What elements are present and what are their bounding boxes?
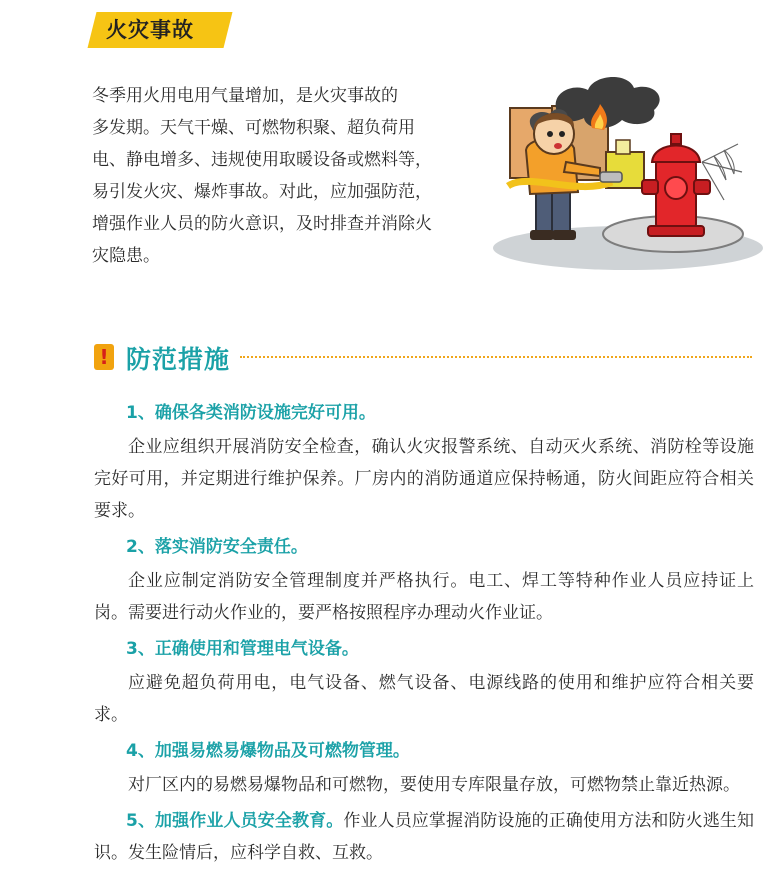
measure-body: 应避免超负荷用电，电气设备、燃气设备、电源线路的使用和维护应符合相关要求。	[94, 673, 754, 725]
measure-body: 企业应组织开展消防安全检查，确认火灾报警系统、自动灭火系统、消防栓等设施完好可用，并定期进行维护保养。厂房内的消防通道应保持畅通，防火间距应符合相关要求。	[94, 437, 754, 521]
measures-list	[94, 397, 754, 869]
intro-line: 灾隐患。	[92, 246, 160, 266]
measure-body: 对厂区内的易燃易爆物品和可燃物，要使用专库限量存放，可燃物禁止靠近热源。	[128, 775, 740, 795]
measure-heading: 2、落实消防安全责任。	[126, 537, 308, 557]
intro-paragraph	[92, 80, 482, 272]
intro-line: 冬季用火用电用气量增加，是火灾事故的	[92, 86, 398, 106]
intro-line: 易引发火灾、爆炸事故。对此，应加强防范，	[92, 182, 432, 202]
measure-item-5	[94, 805, 754, 869]
measure-heading: 5、加强作业人员安全教育。	[126, 811, 344, 831]
measure-heading: 1、确保各类消防设施完好可用。	[126, 403, 376, 423]
section-divider	[240, 356, 752, 358]
measure-heading: 3、正确使用和管理电气设备。	[126, 639, 359, 659]
firefighter-hydrant-illustration	[488, 76, 766, 276]
section-tag-label: 火灾事故	[106, 18, 194, 42]
intro-line: 增强作业人员的防火意识，及时排查并消除火	[92, 214, 432, 234]
measure-body: 企业应制定消防安全管理制度并严格执行。电工、焊工等特种作业人员应持证上岗。需要进行动火作业的，要严格按照程序办理动火作业证。	[94, 571, 754, 623]
intro-line: 多发期。天气干燥、可燃物积聚、超负荷用	[92, 118, 415, 138]
warning-icon: !	[94, 344, 114, 370]
measure-heading: 4、加强易燃易爆物品及可燃物管理。	[126, 741, 410, 761]
intro-line: 电、静电增多、违规使用取暖设备或燃料等，	[92, 150, 432, 170]
section-title: 防范措施	[126, 345, 231, 374]
measure-body: 作业人员应掌握消防设施的正确使用方法和防火逃生知识。发生险情后，应科学自救、互救。	[94, 811, 755, 863]
